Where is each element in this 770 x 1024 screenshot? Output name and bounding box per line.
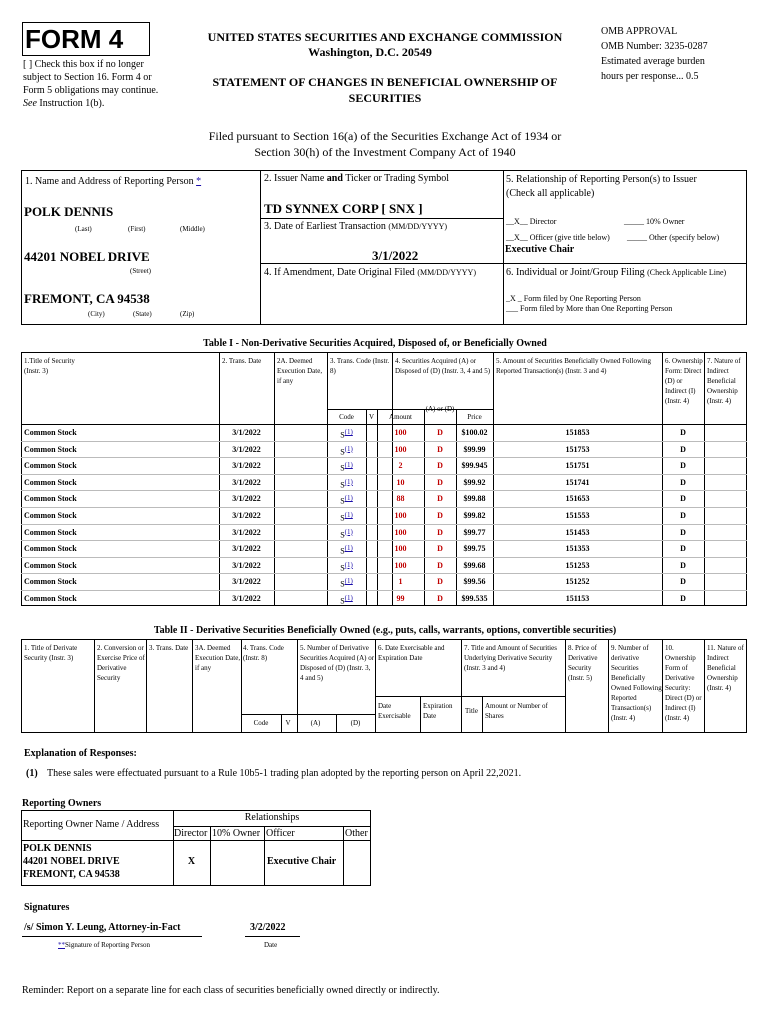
t2-sub-d: (D) (350, 719, 361, 727)
filed-by-more-check[interactable]: ___ Form filed by More than One Reporting Person (506, 304, 673, 313)
row-form: D (680, 544, 686, 554)
omb-approval (601, 24, 761, 84)
reminder-text: Reminder: Report on a separate line for each class of securities beneficially owned directly or indirectly. (22, 985, 440, 996)
t1-sub-amount: Amount (389, 413, 412, 421)
table-row (21, 540, 747, 557)
table-row (21, 590, 747, 607)
box2-label: 2. Issuer Name and Ticker or Trading Symbol (264, 173, 450, 184)
row-code: $S^{(1)}$ (340, 428, 353, 440)
row-code: $S^{(1)}$ (340, 461, 353, 473)
t2-sub-v: V (285, 719, 291, 727)
row-owned: 151751 (565, 461, 590, 471)
filed-pursuant-line1: Filed pursuant to Section 16(a) of the Securities Exchange Act of 1934 or (208, 129, 562, 143)
agency-name: UNITED STATES SECURITIES AND EXCHANGE COMMISSION (207, 30, 563, 44)
row-footnote-link[interactable]: (1) (344, 444, 353, 453)
t1-sub-code: Code (339, 413, 354, 421)
row-owned: 151153 (565, 594, 590, 603)
row-footnote-link[interactable]: (1) (344, 560, 353, 569)
row-footnote-link[interactable]: (1) (344, 594, 353, 602)
director-check[interactable]: __X__ Director (506, 217, 557, 226)
date-label: Date (264, 941, 278, 949)
row-owned: 151741 (565, 477, 590, 487)
table-row (21, 507, 747, 524)
row-footnote-link[interactable]: (1) (344, 544, 353, 553)
row-code: $S^{(1)}$ (340, 511, 353, 523)
table1-title: Table I - Non-Derivative Securities Acquired, Disposed of, or Beneficially Owned (203, 338, 547, 349)
row-form: D (680, 594, 686, 603)
row-owned: 151553 (565, 511, 590, 520)
issuer-name: TD SYNNEX CORP [ SNX ] (264, 201, 423, 216)
t2-h2: 2. Conversion or Exercise Price of Derivative Security (97, 644, 145, 682)
earliest-transaction-date: 3/1/2022 (372, 248, 419, 263)
row-footnote-link[interactable]: (1) (344, 494, 353, 503)
t2-sub-title: Title (465, 707, 478, 715)
other-check[interactable]: _____ Other (specify below) (627, 233, 720, 242)
row-aord: D (437, 594, 443, 603)
reporting-street: 44201 NOBEL DRIVE (24, 249, 150, 264)
row-price: $99.82 (463, 511, 486, 520)
owner-director-mark: X (187, 856, 196, 867)
row-owned: 151653 (565, 494, 590, 504)
row-code: $S^{(1)}$ (340, 494, 353, 507)
signature-label: **Signature of Reporting Person (58, 941, 150, 949)
row-amount: 100 (394, 511, 407, 520)
no-longer-subject-checkbox[interactable]: [ ] Check this box if no longer subject to Section 16. Form 4 or Form 5 obligations may continue. See Instruction 1(b). (23, 59, 159, 109)
row-aord: D (437, 560, 443, 570)
row-title: Common Stock (24, 461, 77, 471)
row-owned: 151353 (565, 544, 590, 554)
reporting-city: FREMONT, CA 94538 (24, 291, 150, 306)
last-label: (Last) (75, 225, 92, 233)
table-row (21, 557, 747, 574)
row-date: 3/1/2022 (232, 577, 261, 587)
box6-label: 6. Individual or Joint/Group Filing (Check Applicable Line) (506, 267, 727, 278)
row-owned: 151253 (565, 560, 590, 570)
row-price: $99.535 (461, 594, 488, 603)
row-amount: 100 (394, 560, 407, 570)
reporting-owners-title: Reporting Owners (22, 798, 102, 809)
row-code: $S^{(1)}$ (340, 527, 353, 540)
row-footnote-link[interactable]: (1) (344, 477, 353, 486)
owner-officer-title: Executive Chair (267, 856, 337, 867)
row-amount: 1 (398, 577, 403, 587)
t2-h6: 6. Date Exercisable and Expiration Date (378, 644, 445, 662)
table-row (21, 441, 747, 458)
ten-percent-owner-check[interactable]: _____ 10% Owner (624, 217, 685, 226)
street-label: (Street) (130, 267, 151, 275)
owners-10pct-header: 10% Owner (212, 828, 261, 839)
footnote-text: These sales were effectuated pursuant to a Rule 10b5-1 trading plan adopted by the reporting person on April 22,2021. (47, 768, 522, 779)
row-date: 3/1/2022 (232, 428, 261, 437)
filed-pursuant-line2: Section 30(h) of the Investment Company Act of 1940 (254, 145, 516, 159)
t2-h4: 4. Trans. Code (Instr. 8) (243, 644, 284, 662)
owner-name-header: Reporting Owner Name / Address (23, 819, 160, 830)
row-date: 3/1/2022 (232, 560, 261, 570)
t2-h7: 7. Title and Amount of Securities Underlying Derivative Security (Instr. 3 and 4) (464, 644, 557, 672)
table2-title: Table II - Derivative Securities Beneficially Owned (e.g., puts, calls, warrants, options, convertible securities) (153, 625, 617, 636)
row-owned: 151753 (565, 444, 590, 454)
row-price: $99.945 (461, 461, 488, 471)
row-aord: D (437, 544, 443, 554)
omb-number: OMB Number: 3235-0287 (601, 41, 708, 52)
row-date: 3/1/2022 (232, 594, 261, 603)
row-price: $99.56 (463, 577, 486, 587)
row-form: D (680, 461, 686, 471)
row-form: D (680, 444, 686, 454)
t1-h-nature: 7. Nature of Indirect Beneficial Ownership (Instr. 4) (707, 357, 741, 405)
row-code: $S^{(1)}$ (340, 444, 353, 457)
row-aord: D (437, 444, 443, 454)
row-title: Common Stock (24, 527, 77, 537)
row-title: Common Stock (24, 511, 77, 520)
row-date: 3/1/2022 (232, 477, 261, 487)
reporting-person-name: POLK DENNIS (24, 204, 114, 219)
row-owned: 151252 (565, 577, 590, 587)
row-amount: 2 (398, 461, 403, 471)
owners-other-header: Other (345, 828, 368, 839)
city-label: (City) (88, 310, 105, 318)
row-date: 3/1/2022 (232, 494, 261, 504)
row-owned: 151853 (565, 428, 590, 437)
t2-sub-exp: Expiration Date (423, 702, 453, 720)
row-amount: 100 (394, 544, 407, 554)
table-row (21, 474, 747, 491)
t2-h5: 5. Number of Derivative Securities Acquired (A) or Disposed of (D) (Instr. 3, 4 and 5) (300, 644, 375, 682)
t1-h-owned: 5. Amount of Securities Beneficially Owned Following Reported Transaction(s) (Instr. 3 and 4) (496, 357, 651, 375)
row-footnote-link[interactable]: (1) (344, 428, 353, 436)
signature-footnote-link[interactable]: ** (58, 941, 65, 949)
box5-label: 5. Relationship of Reporting Person(s) to Issuer (Check all applicable) (506, 174, 697, 199)
row-price: $100.02 (461, 428, 488, 437)
t1-sub-v: V (368, 413, 375, 421)
row-form: D (680, 577, 686, 587)
row-title: Common Stock (24, 560, 77, 570)
table-row (21, 424, 747, 441)
row-date: 3/1/2022 (232, 544, 261, 554)
omb-burden: Estimated average burden (601, 56, 705, 67)
signatures-title: Signatures (24, 902, 70, 913)
t2-sub-date-ex: Date Exercisable (378, 702, 411, 720)
agency-city: Washington, D.C. 20549 (308, 45, 432, 59)
row-aord: D (437, 511, 443, 520)
signer-name: /s/ Simon Y. Leung, Attorney-in-Fact (24, 922, 181, 933)
row-owned: 151453 (565, 527, 590, 537)
row-aord: D (437, 428, 443, 437)
row-title: Common Stock (24, 577, 77, 587)
row-form: D (680, 494, 686, 504)
owners-director-header: Director (174, 828, 208, 839)
row-date: 3/1/2022 (232, 444, 261, 454)
signature-date: 3/2/2022 (250, 922, 286, 933)
row-title: Common Stock (24, 544, 77, 554)
row-date: 3/1/2022 (232, 461, 261, 471)
row-aord: D (437, 577, 443, 587)
omb-title: OMB APPROVAL (601, 26, 678, 37)
officer-check[interactable]: __X__ Officer (give title below) (506, 233, 610, 242)
row-footnote-link[interactable]: (1) (344, 461, 353, 470)
row-price: $99.68 (463, 560, 486, 570)
row-form: D (680, 560, 686, 570)
row-footnote-link[interactable]: (1) (344, 577, 353, 586)
table-row (21, 457, 747, 474)
row-title: Common Stock (24, 428, 77, 437)
row-aord: D (437, 477, 443, 487)
row-date: 3/1/2022 (232, 511, 261, 520)
statement-title: STATEMENT OF CHANGES IN BENEFICIAL OWNERSHIP OF SECURITIES (212, 75, 558, 105)
t1-h-form: 6. Ownership Form: Direct (D) or Indirect (I) (Instr. 4) (665, 357, 703, 405)
t2-sub-code: Code (253, 719, 269, 727)
t2-h8: 8. Price of Derivative Security (Instr. 5) (568, 644, 598, 682)
t1-h-date: 2. Trans. Date (222, 357, 262, 365)
t2-h9: 9. Number of derivative Securities Beneficially Owned Following Reported Transaction(s) (Instr. 4) (611, 644, 662, 722)
row-amount: 100 (394, 444, 407, 454)
t2-h3: 3. Trans. Date (149, 644, 189, 652)
row-price: $99.75 (463, 544, 486, 554)
relationships-header: Relationships (244, 812, 300, 823)
box1-label: 1. Name and Address of Reporting Person * (25, 176, 202, 187)
row-code: $S^{(1)}$ (340, 594, 353, 606)
row-aord: D (437, 494, 443, 504)
row-price: $99.88 (463, 494, 486, 504)
t2-sub-amount: Amount or Number of Shares (485, 702, 548, 720)
row-code: $S^{(1)}$ (340, 577, 353, 590)
row-title: Common Stock (24, 444, 77, 454)
t1-h-acquired: 4. Securities Acquired (A) or Disposed of (D) (Instr. 3, 4 and 5) (395, 357, 491, 375)
row-price: $99.77 (463, 527, 486, 537)
table-row (21, 524, 747, 541)
row-footnote-link[interactable]: (1) (344, 511, 353, 519)
t2-sub-a: (A) (310, 719, 321, 727)
row-title: Common Stock (24, 477, 77, 487)
zip-label: (Zip) (180, 310, 195, 318)
row-form: D (680, 477, 686, 487)
box3-label: 3. Date of Earliest Transaction (MM/DD/YYYY) (264, 221, 448, 232)
t2-h11: 11. Nature of Indirect Beneficial Ownership (Instr. 4) (707, 644, 744, 692)
row-code: $S^{(1)}$ (340, 544, 353, 556)
row-amount: 99 (396, 594, 405, 603)
filed-by-one-check[interactable]: _X _ Form filed by One Reporting Person (506, 294, 641, 303)
t1-h-title: 1.Title of Security (Instr. 3) (24, 357, 75, 375)
officer-title: Executive Chair (505, 244, 575, 255)
middle-label: (Middle) (180, 225, 205, 233)
form-title: FORM 4 (25, 24, 124, 54)
row-price: $99.92 (463, 477, 486, 487)
row-code: $S^{(1)}$ (340, 477, 353, 490)
state-label: (State) (133, 310, 152, 318)
t2-h10: 10. Ownership Form of Derivative Security: Direct (D) or Indirect (I) (Instr. 4) (665, 644, 702, 722)
first-label: (First) (128, 225, 146, 233)
row-code: $S^{(1)}$ (340, 560, 353, 573)
row-amount: 100 (394, 428, 407, 437)
row-title: Common Stock (24, 494, 77, 504)
footnote-label: (1) (26, 768, 38, 779)
box1-footnote-link[interactable]: * (196, 176, 202, 187)
t1-sub-price: Price (467, 413, 482, 421)
owners-officer-header: Officer (266, 828, 295, 839)
table-row (21, 573, 747, 590)
row-title: Common Stock (24, 594, 77, 603)
row-form: D (680, 527, 686, 537)
row-amount: 100 (394, 527, 407, 537)
row-aord: D (437, 527, 443, 537)
row-price: $99.99 (463, 444, 486, 454)
row-date: 3/1/2022 (232, 527, 261, 537)
explanation-title: Explanation of Responses: (24, 748, 137, 759)
row-footnote-link[interactable]: (1) (344, 527, 353, 536)
t2-h1: 1. Title of Derivate Security (Instr. 3) (24, 644, 78, 662)
row-aord: D (437, 461, 443, 471)
row-form: D (680, 511, 686, 520)
row-form: D (680, 428, 686, 437)
box4-label: 4. If Amendment, Date Original Filed (MM/DD/YYYY) (264, 267, 476, 278)
row-amount: 10 (396, 477, 405, 487)
row-amount: 88 (396, 494, 405, 504)
owner-address: POLK DENNIS 44201 NOBEL DRIVE FREMONT, CA 94538 (23, 843, 120, 880)
t1-h-deemed: 2A. Deemed Execution Date, if any (277, 357, 323, 385)
t2-h3a: 3A. Deemed Execution Date, if any (195, 644, 241, 672)
table-row (21, 490, 747, 507)
t1-sub-aord: (A) or (D) (425, 405, 455, 413)
t1-h-code: 3. Trans. Code (Instr. 8) (330, 357, 390, 375)
omb-hours: hours per response... 0.5 (601, 71, 699, 82)
